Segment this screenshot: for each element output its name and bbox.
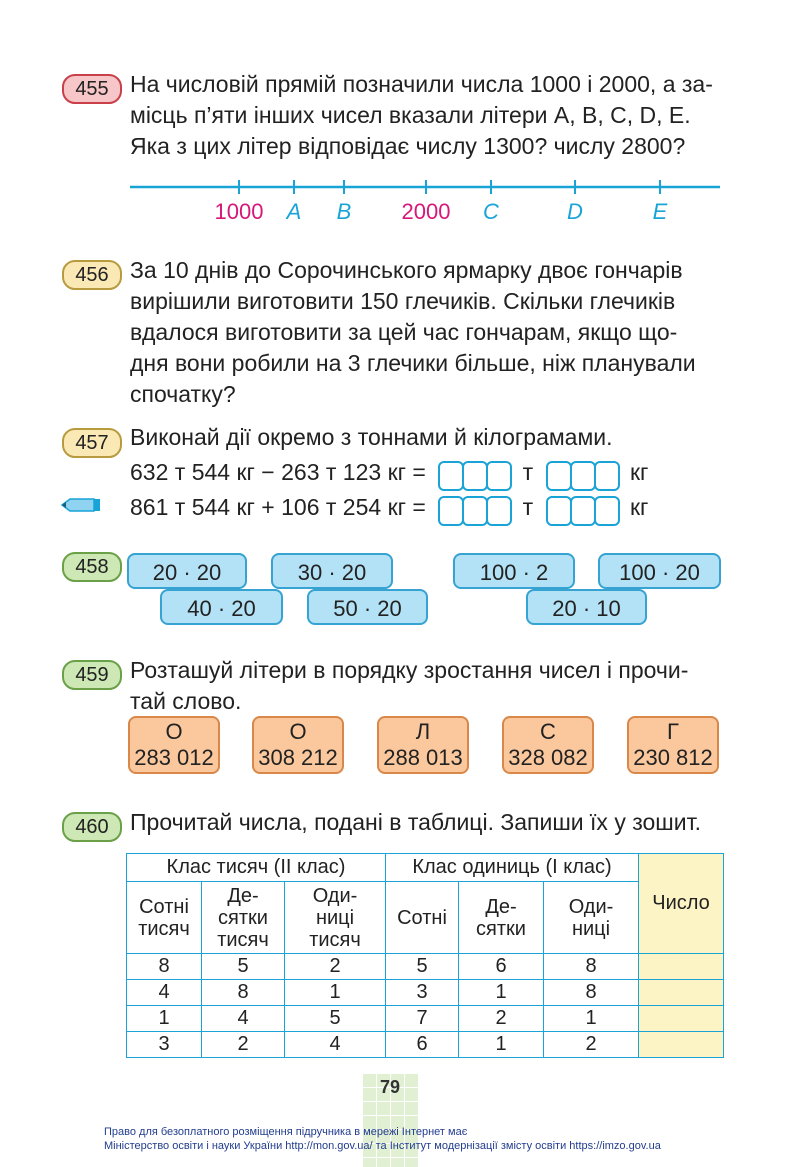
exercise-number-456: 456 [62, 260, 122, 290]
table-cell: 4 [202, 1006, 285, 1032]
table-row [127, 954, 724, 980]
card-value: 230 812 [633, 745, 713, 770]
table-cell: 3 [386, 980, 459, 1006]
table-cell: 5 [386, 954, 459, 980]
card-letter: Г [667, 719, 679, 744]
table-row [127, 1006, 724, 1032]
table-cell: 6 [459, 954, 544, 980]
table-cell: 1 [285, 980, 386, 1006]
text-line: спочатку? [130, 381, 236, 407]
expression-card: 100 · 20 [598, 553, 721, 589]
table-cell: 1 [459, 1032, 544, 1058]
header-number: Число [639, 854, 724, 954]
card-value: 283 012 [134, 745, 214, 770]
equation-row-2 [130, 490, 648, 524]
number-answer-cell[interactable] [639, 1032, 724, 1058]
text-line: вдалося виготовити за цей час гончарам, якщо що- [130, 319, 678, 345]
number-line-label: C [483, 199, 499, 224]
exercise-number-460: 460 [62, 812, 122, 842]
exercise-460-intro: Прочитай числа, подані в таблиці. Запиши їх у зошит. [130, 809, 701, 835]
card-letter: Л [415, 719, 431, 744]
exercise-number-459: 459 [62, 660, 122, 690]
subheader-units: Оди- ниці [544, 882, 639, 954]
unit-t: т [522, 459, 534, 485]
expression-card: 100 · 2 [453, 553, 575, 589]
number-line-label: D [567, 199, 583, 224]
number-answer-cell[interactable] [639, 1006, 724, 1032]
table-row [127, 980, 724, 1006]
card-letter: С [540, 719, 556, 744]
card-letter: О [165, 719, 183, 744]
table-cell: 4 [127, 980, 202, 1006]
letter-card [128, 716, 220, 774]
pencil-icon [60, 496, 102, 514]
expression-card: 50 · 20 [307, 589, 428, 625]
card-letter: О [289, 719, 307, 744]
table-cell: 2 [459, 1006, 544, 1032]
answer-tons-boxes[interactable] [438, 457, 510, 491]
table-cell: 6 [386, 1032, 459, 1058]
number-answer-cell[interactable] [639, 954, 724, 980]
subheader-hundreds: Сотні [386, 882, 459, 954]
header-class-units: Клас одиниць (І клас) [386, 854, 639, 882]
answer-kg-boxes[interactable] [546, 492, 618, 526]
number-line-label: E [652, 199, 668, 224]
table-cell: 5 [285, 1006, 386, 1032]
subheader-hundreds-thousands: Сотні тисяч [127, 882, 202, 954]
table-cell: 5 [202, 954, 285, 980]
table-cell: 1 [127, 1006, 202, 1032]
text-line: тай слово. [130, 688, 242, 714]
text-line: За 10 днів до Сорочинського ярмарку двоє гончарів [130, 257, 683, 283]
number-line [130, 178, 722, 198]
exercise-number-457: 457 [62, 428, 122, 458]
exercise-456-text [130, 255, 696, 410]
exercise-number-458: 458 [62, 552, 122, 582]
expression-card: 30 · 20 [271, 553, 393, 589]
table-cell: 8 [127, 954, 202, 980]
answer-tons-boxes[interactable] [438, 492, 510, 526]
expression-card: 20 · 20 [127, 553, 247, 589]
card-value: 288 013 [383, 745, 463, 770]
table-cell: 1 [459, 980, 544, 1006]
unit-kg: кг [629, 459, 649, 485]
unit-t: т [522, 494, 534, 520]
card-value: 308 212 [258, 745, 338, 770]
text-line: дня вони робили на 3 глечики більше, ніж планували [130, 350, 696, 376]
equation-row-1 [130, 455, 648, 489]
table-cell: 4 [285, 1032, 386, 1058]
exercise-457-intro: Виконай дії окремо з тоннами й кілограмами. [130, 424, 613, 450]
letter-card [502, 716, 594, 774]
text-line: Розташуй літери в порядку зростання чисел і прочи- [130, 657, 689, 683]
table-cell: 2 [202, 1032, 285, 1058]
letter-card [377, 716, 469, 774]
table-cell: 2 [544, 1032, 639, 1058]
footer-line-1: Право для безоплатного розміщення підручника в мережі Інтернет має [104, 1126, 468, 1138]
table-cell: 3 [127, 1032, 202, 1058]
exercise-number-455: 455 [62, 74, 122, 104]
number-line-label: 2000 [401, 199, 451, 224]
subheader-tens-thousands: Де- сятки тисяч [202, 882, 285, 954]
equation-expression: 861 т 544 кг + 106 т 254 кг = [130, 494, 426, 520]
header-class-thousands: Клас тисяч (ІІ клас) [127, 854, 386, 882]
page-number: 79 [379, 1077, 401, 1097]
unit-kg: кг [629, 494, 649, 520]
card-value: 328 082 [508, 745, 588, 770]
table-cell: 1 [544, 1006, 639, 1032]
footer-line-2: Міністерство освіти і науки України http://mon.gov.ua/ та Інститут модернізації змісту освіти https://imzo.gov.ua [104, 1140, 661, 1152]
table-cell: 7 [386, 1006, 459, 1032]
letter-card [252, 716, 344, 774]
expression-card: 40 · 20 [160, 589, 283, 625]
answer-kg-boxes[interactable] [546, 457, 618, 491]
expression-card: 20 · 10 [526, 589, 647, 625]
letter-card [627, 716, 719, 774]
exercise-455-text [130, 69, 713, 162]
exercise-459-text [130, 655, 688, 717]
subheader-tens: Де- сятки [459, 882, 544, 954]
table-cell: 2 [285, 954, 386, 980]
text-line: вирішили виготовити 150 глечиків. Скільки глечиків [130, 288, 676, 314]
table-row [127, 1032, 724, 1058]
number-line-label: A [286, 199, 302, 224]
table-cell: 8 [202, 980, 285, 1006]
table-cell: 8 [544, 980, 639, 1006]
table-cell: 8 [544, 954, 639, 980]
subheader-units-thousands: Оди- ниці тисяч [285, 882, 386, 954]
number-line-label: B [336, 199, 352, 224]
text-line: На числовій прямій позначили числа 1000 і 2000, а за- [130, 71, 713, 97]
equation-expression: 632 т 544 кг − 263 т 123 кг = [130, 459, 426, 485]
text-line: місць п’яти інших чисел вказали літери A, B, C, D, E. [130, 102, 691, 128]
place-value-table [126, 853, 724, 1058]
number-answer-cell[interactable] [639, 980, 724, 1006]
text-line: Яка з цих літер відповідає числу 1300? числу 2800? [130, 133, 686, 159]
number-line-label: 1000 [214, 199, 264, 224]
